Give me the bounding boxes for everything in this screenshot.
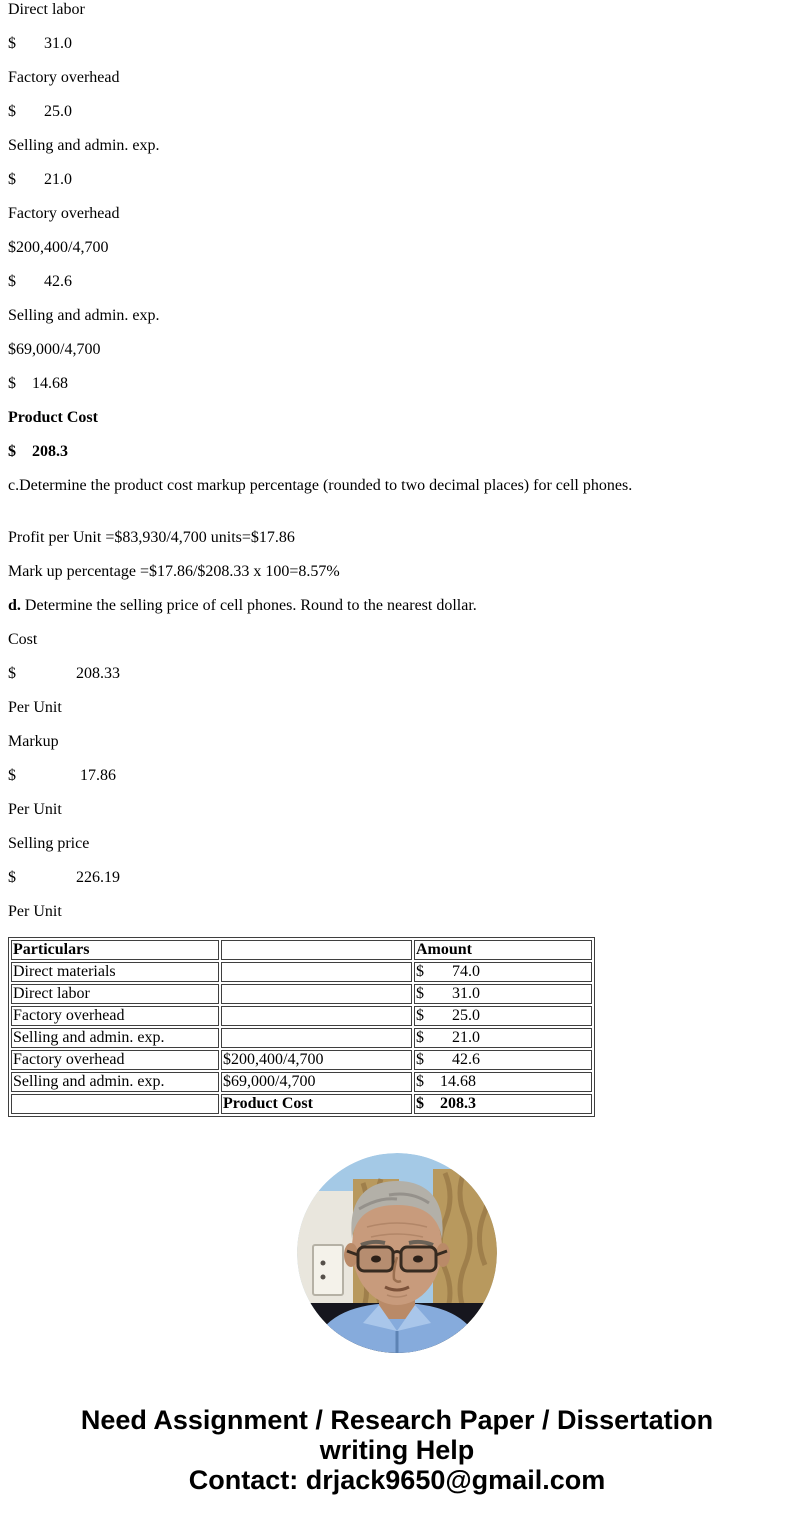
cost-table-header-row	[11, 940, 592, 960]
document-paragraph: $ 21.0	[8, 171, 72, 188]
table-cell: Selling and admin. exp.	[11, 1028, 219, 1048]
document-paragraph: Cost	[8, 631, 38, 648]
document-paragraph: Direct labor	[8, 1, 85, 18]
paragraph-segment: Determine the selling price of cell phones. Round to the nearest dollar.	[24, 597, 477, 614]
document-paragraph: $ 31.0	[8, 35, 72, 52]
table-cell	[221, 984, 412, 1004]
table-cell: Factory overhead	[11, 1050, 219, 1070]
document-paragraph: Per Unit	[8, 801, 62, 818]
table-cell: Factory overhead	[11, 1006, 219, 1026]
document-paragraph: $200,400/4,700	[8, 239, 109, 256]
table-cell: $200,400/4,700	[221, 1050, 412, 1070]
document-paragraph: $ 42.6	[8, 273, 72, 290]
document-paragraph: $ 14.68	[8, 375, 68, 392]
document-paragraph: $ 208.33	[8, 665, 120, 682]
table-cell: $ 25.0	[414, 1006, 592, 1026]
table-cell: $ 21.0	[414, 1028, 592, 1048]
table-cell: $ 74.0	[414, 962, 592, 982]
footer-contact-email: Contact: drjack9650@gmail.com	[188, 1465, 606, 1495]
table-cell: Product Cost	[221, 1094, 412, 1114]
table-cell: $ 42.6	[414, 1050, 592, 1070]
document-paragraph: Factory overhead	[8, 69, 120, 86]
document-paragraph: Selling and admin. exp.	[8, 137, 160, 154]
table-row	[11, 1072, 592, 1092]
table-cell: $ 208.3	[414, 1094, 592, 1114]
table-cell	[221, 1028, 412, 1048]
avatar-photo-illustration	[297, 1153, 497, 1353]
table-row	[11, 1050, 592, 1070]
document-paragraph: c.Determine the product cost markup percentage (rounded to two decimal places) for cell phones.	[8, 477, 633, 494]
avatar	[297, 1153, 497, 1353]
column-header-particulars: Particulars	[11, 940, 219, 960]
document-paragraph: Markup	[8, 733, 59, 750]
footer-line-1: Need Assignment / Research Paper / Dissertation	[80, 1405, 714, 1435]
footer-line-2: writing Help	[319, 1435, 475, 1465]
document-paragraph: Selling and admin. exp.	[8, 307, 160, 324]
table-cell	[11, 1094, 219, 1114]
table-cell: $69,000/4,700	[221, 1072, 412, 1092]
cost-table	[8, 937, 595, 1117]
table-cell: Direct materials	[11, 962, 219, 982]
document-paragraph: Selling price	[8, 835, 90, 852]
table-row	[11, 962, 592, 982]
table-row	[11, 1028, 592, 1048]
avatar-outlet	[313, 1245, 343, 1295]
table-cell: $ 14.68	[414, 1072, 592, 1092]
document-paragraph: Per Unit	[8, 699, 62, 716]
document-paragraph: $ 208.3	[8, 443, 68, 460]
document-paragraph: Factory overhead	[8, 205, 120, 222]
table-cell	[221, 962, 412, 982]
table-row	[11, 1006, 592, 1026]
cost-table-wrap	[8, 937, 786, 1117]
document-paragraph: Profit per Unit =$83,930/4,700 units=$17.86	[8, 529, 295, 546]
table-cell	[221, 1006, 412, 1026]
table-cell: Direct labor	[11, 984, 219, 1004]
paragraph-segment: d.	[8, 597, 25, 614]
document-paragraph: $ 226.19	[8, 869, 120, 886]
document-paragraph: Per Unit	[8, 903, 62, 920]
document-paragraph: Mark up percentage =$17.86/$208.33 x 100=8.57%	[8, 563, 340, 580]
column-header-amount: Amount	[414, 940, 592, 960]
document-paragraph: $69,000/4,700	[8, 341, 101, 358]
table-cell: $ 31.0	[414, 984, 592, 1004]
document-paragraph	[8, 597, 786, 615]
footer-banner	[8, 1405, 786, 1495]
table-row	[11, 984, 592, 1004]
avatar-wrap	[8, 1153, 786, 1353]
document-paragraph: $ 25.0	[8, 103, 72, 120]
cost-table-body	[11, 962, 592, 1114]
document-paragraph: $ 17.86	[8, 767, 116, 784]
document-paragraph: Product Cost	[8, 409, 98, 426]
column-header-calc	[221, 940, 412, 960]
document-body	[8, 1, 786, 921]
table-row	[11, 1094, 592, 1114]
table-cell: Selling and admin. exp.	[11, 1072, 219, 1092]
